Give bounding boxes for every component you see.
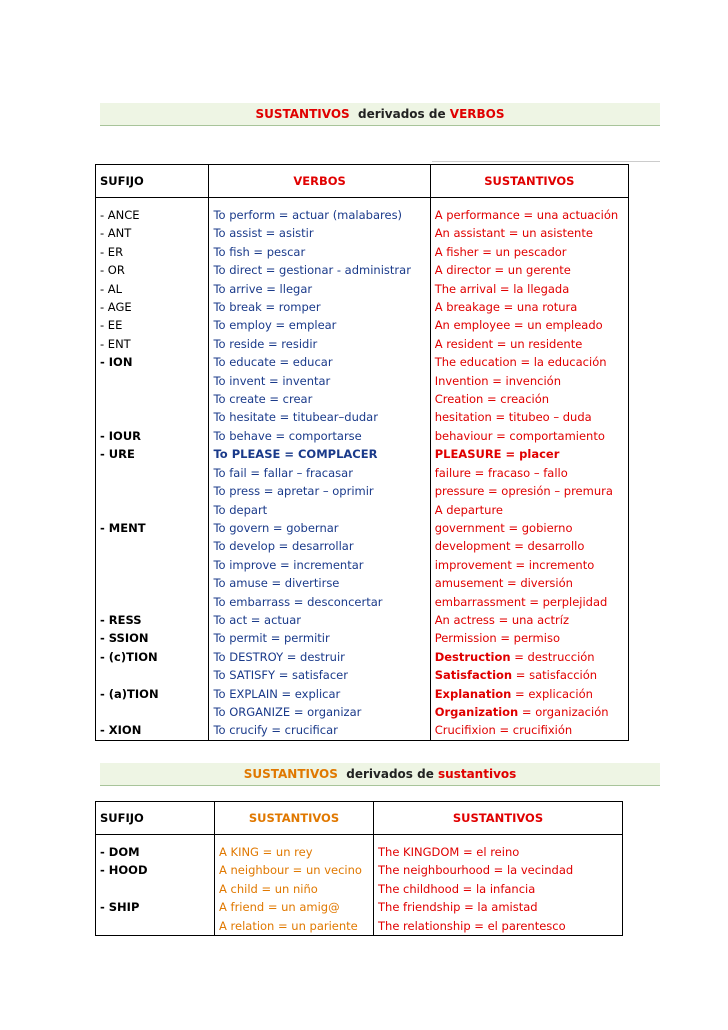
noun-b-cell: The neighbourhood = la vecindad <box>378 863 574 878</box>
suffix-cell <box>96 464 209 482</box>
suffix-cell: - IOUR <box>96 427 209 445</box>
nouns-suffix-table <box>95 801 623 936</box>
header-sustantivos: SUSTANTIVOS <box>430 165 628 198</box>
noun-cell: government = gobierno <box>434 520 573 535</box>
table-row <box>96 685 629 703</box>
header-sufijo: SUFIJO <box>96 802 215 835</box>
table-header-row <box>96 802 623 835</box>
noun-rest: = satisfacción <box>512 668 598 683</box>
verb-cell: To ORGANIZE = organizar <box>209 703 430 721</box>
verb-cell: To embarrass = desconcertar <box>209 593 430 611</box>
suffix-cell <box>96 593 209 611</box>
verb-cell: To reside = residir <box>209 335 430 353</box>
table-row <box>96 880 623 898</box>
table-row <box>96 445 629 463</box>
noun-cell: hesitation = titubeo – duda <box>434 410 592 425</box>
section1-title-part1: SUSTANTIVOS <box>255 107 350 121</box>
suffix-cell: - OR <box>96 261 209 279</box>
noun-b-cell: The childhood = la infancia <box>378 881 536 896</box>
section2-title-part1: SUSTANTIVOS <box>243 767 338 781</box>
header-verbos: VERBOS <box>209 165 430 198</box>
noun-cell: A director = un gerente <box>434 263 571 278</box>
noun-cell: An employee = un empleado <box>434 318 603 333</box>
table-row <box>96 843 623 861</box>
suffix-cell: - DOM <box>96 843 215 861</box>
suffix-cell <box>96 537 209 555</box>
noun-cell: PLEASURE = placer <box>434 447 560 462</box>
verb-cell: To PLEASE = COMPLACER <box>209 445 430 463</box>
verb-cell: To permit = permitir <box>209 629 430 647</box>
header-sustantivos-b: SUSTANTIVOS <box>374 802 623 835</box>
table-row <box>96 666 629 684</box>
verb-cell: To assist = asistir <box>209 224 430 242</box>
suffix-cell <box>96 556 209 574</box>
noun-bold: Organization <box>434 704 519 719</box>
verb-cell: To employ = emplear <box>209 316 430 334</box>
noun-cell: The education = la educación <box>434 355 607 370</box>
suffix-cell: - RESS <box>96 611 209 629</box>
suffix-cell: - ANCE <box>96 206 209 224</box>
suffix-cell: - XION <box>96 721 209 740</box>
noun-cell: A performance = una actuación <box>434 208 619 222</box>
noun-b-cell: The relationship = el parentesco <box>378 918 566 933</box>
table-row <box>96 611 629 629</box>
section2-title-part2: derivados de <box>346 767 434 781</box>
section1-title-part2: derivados de <box>358 107 446 121</box>
noun-a-cell: A friend = un amig@ <box>215 898 374 916</box>
noun-bold: Satisfaction <box>434 668 513 683</box>
table-row <box>96 353 629 371</box>
noun-cell: A breakage = una rotura <box>434 300 578 315</box>
verb-cell: To amuse = divertirse <box>209 574 430 592</box>
noun-cell <box>430 703 628 721</box>
noun-cell: improvement = incremento <box>434 557 595 572</box>
noun-a-cell: A child = un niño <box>215 880 374 898</box>
noun-cell: A departure <box>434 502 504 517</box>
table-row <box>96 224 629 242</box>
verb-cell: To govern = gobernar <box>209 519 430 537</box>
verb-cell: To depart <box>209 501 430 519</box>
table-row <box>96 427 629 445</box>
suffix-cell: - ANT <box>96 224 209 242</box>
noun-bold: Explanation <box>434 686 512 701</box>
noun-cell: development = desarrollo <box>434 539 585 554</box>
suffix-cell: - (a)TION <box>96 685 209 703</box>
divider-line <box>432 161 660 162</box>
table-row <box>96 898 623 916</box>
noun-cell: An actress = una actríz <box>434 612 569 627</box>
table-row <box>96 464 629 482</box>
table-row <box>96 593 629 611</box>
section1-title-part3: VERBOS <box>449 107 505 121</box>
suffix-cell <box>96 703 209 721</box>
table-row <box>96 703 629 721</box>
table-row <box>96 316 629 334</box>
suffix-cell <box>96 390 209 408</box>
noun-a-cell: A neighbour = un vecino <box>215 861 374 879</box>
noun-cell: failure = fracaso – fallo <box>434 465 568 480</box>
table-row <box>96 243 629 261</box>
suffix-cell <box>96 666 209 684</box>
noun-cell: A resident = un residente <box>434 336 583 351</box>
table-row <box>96 280 629 298</box>
header-sustantivos-a: SUSTANTIVOS <box>215 802 374 835</box>
noun-bold: Destruction <box>434 649 511 664</box>
noun-cell: amusement = diversión <box>434 576 573 591</box>
verb-cell: To arrive = llegar <box>209 280 430 298</box>
table-row <box>96 261 629 279</box>
table-row <box>96 482 629 500</box>
verb-cell: To hesitate = titubear–dudar <box>209 408 430 426</box>
verb-cell: To improve = incrementar <box>209 556 430 574</box>
section2-title-banner <box>100 763 660 786</box>
suffix-cell <box>96 372 209 390</box>
suffix-cell: - SSION <box>96 629 209 647</box>
noun-cell: Creation = creación <box>434 392 550 407</box>
table-row <box>96 721 629 740</box>
header-sufijo: SUFIJO <box>96 165 209 198</box>
verb-cell: To DESTROY = destruir <box>209 648 430 666</box>
suffix-cell <box>96 917 215 936</box>
table-row <box>96 372 629 390</box>
verb-cell: To direct = gestionar - administrar <box>209 261 430 279</box>
section2-title-part3: sustantivos <box>438 767 517 781</box>
noun-cell: A fisher = un pescador <box>434 244 567 259</box>
table-row <box>96 335 629 353</box>
table-row <box>96 861 623 879</box>
verbs-suffix-table <box>95 164 629 741</box>
suffix-cell: - ENT <box>96 335 209 353</box>
noun-cell: Permission = permiso <box>434 631 560 646</box>
suffix-cell: - SHIP <box>96 898 215 916</box>
noun-cell: An assistant = un asistente <box>434 226 593 241</box>
verb-cell: To fail = fallar – fracasar <box>209 464 430 482</box>
suffix-cell <box>96 880 215 898</box>
table-row <box>96 629 629 647</box>
verb-cell: To invent = inventar <box>209 372 430 390</box>
noun-cell: embarrassment = perplejidad <box>434 594 608 609</box>
noun-b-cell: The KINGDOM = el reino <box>378 845 520 859</box>
suffix-cell <box>96 574 209 592</box>
table-row <box>96 206 629 224</box>
suffix-cell: - ION <box>96 353 209 371</box>
noun-rest: = destrucción <box>510 649 595 664</box>
suffix-cell: - (c)TION <box>96 648 209 666</box>
noun-cell <box>430 648 628 666</box>
section1-title-banner <box>100 103 660 126</box>
verb-cell: To break = romper <box>209 298 430 316</box>
noun-cell: behaviour = comportamiento <box>434 428 605 443</box>
suffix-cell: - ER <box>96 243 209 261</box>
suffix-cell: - AL <box>96 280 209 298</box>
suffix-cell <box>96 482 209 500</box>
noun-a-cell: A relation = un pariente <box>215 917 374 936</box>
verb-cell: To crucify = crucificar <box>209 721 430 740</box>
verb-cell: To develop = desarrollar <box>209 537 430 555</box>
suffix-cell: - URE <box>96 445 209 463</box>
table-row <box>96 408 629 426</box>
noun-cell <box>430 685 628 703</box>
noun-a-cell: A KING = un rey <box>215 843 374 861</box>
table-header-row <box>96 165 629 198</box>
verb-cell: To create = crear <box>209 390 430 408</box>
suffix-cell: - HOOD <box>96 861 215 879</box>
table-row <box>96 917 623 936</box>
table-row <box>96 390 629 408</box>
suffix-cell: - MENT <box>96 519 209 537</box>
verb-cell: To EXPLAIN = explicar <box>209 685 430 703</box>
noun-rest: = explicación <box>511 686 593 701</box>
verb-cell: To SATISFY = satisfacer <box>209 666 430 684</box>
noun-cell: Crucifixion = crucifixión <box>434 723 573 738</box>
table-row <box>96 298 629 316</box>
noun-cell: pressure = opresión – premura <box>434 484 613 499</box>
table-row <box>96 501 629 519</box>
table-row <box>96 519 629 537</box>
verb-cell: To press = apretar – oprimir <box>209 482 430 500</box>
suffix-cell: - EE <box>96 316 209 334</box>
suffix-cell <box>96 408 209 426</box>
verb-cell: To fish = pescar <box>209 243 430 261</box>
table-row <box>96 574 629 592</box>
table-row <box>96 556 629 574</box>
noun-cell: The arrival = la llegada <box>434 281 570 296</box>
verb-cell: To perform = actuar (malabares) <box>209 206 430 224</box>
verb-cell: To behave = comportarse <box>209 427 430 445</box>
noun-rest: = organización <box>518 704 609 719</box>
table-row <box>96 537 629 555</box>
suffix-cell <box>96 501 209 519</box>
verb-cell: To act = actuar <box>209 611 430 629</box>
noun-cell <box>430 666 628 684</box>
verb-cell: To educate = educar <box>209 353 430 371</box>
noun-cell: Invention = invención <box>434 373 562 388</box>
suffix-cell: - AGE <box>96 298 209 316</box>
noun-b-cell: The friendship = la amistad <box>378 900 538 915</box>
table-row <box>96 648 629 666</box>
